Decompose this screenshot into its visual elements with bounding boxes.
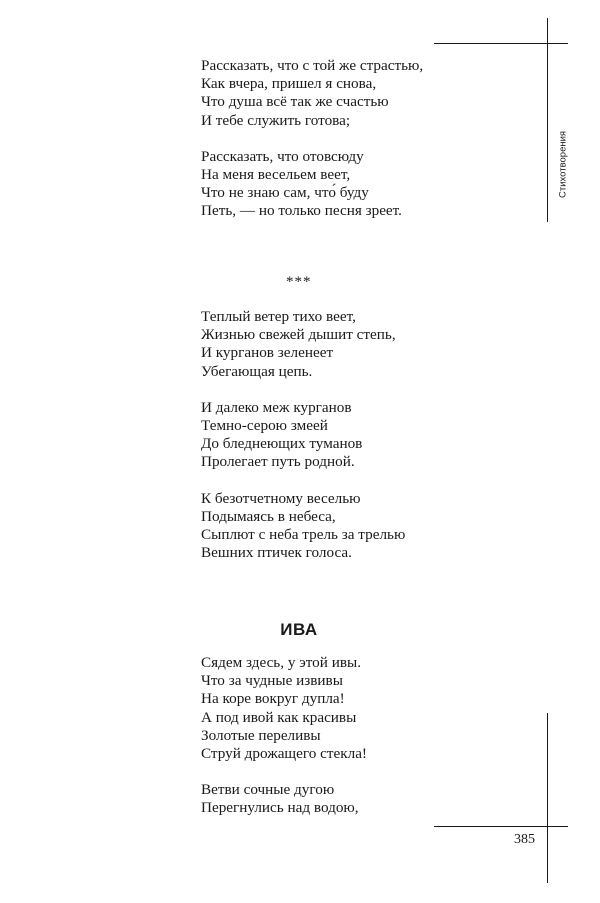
poem3-stanza-1 (201, 654, 367, 763)
verse-line: Убегающая цепь. (201, 362, 313, 380)
verse-line: Перегнулись над водою, (201, 799, 359, 817)
poem2-stanza-3 (201, 490, 405, 563)
verse-line: Что не знаю сам, что́ буду (201, 184, 369, 202)
verse-line: Ветви сочные дугою (201, 781, 335, 799)
poem3 (201, 654, 367, 818)
verse-line: Струй дрожащего стекла! (201, 745, 367, 763)
verse-line: До бледнеющих туманов (201, 435, 363, 453)
poem3-title (0, 620, 600, 640)
verse-line: Рассказать, что с той же страстью, (201, 57, 424, 74)
verse-line: На коре вокруг дупла! (201, 690, 345, 708)
verse-line: И далеко меж курганов (201, 398, 352, 416)
poem2-stanza-2 (201, 399, 405, 472)
poem2 (201, 308, 405, 562)
verse-line: Что за чудные извивы (201, 672, 343, 690)
verse-line: Что душа всё так же счастью (201, 93, 389, 111)
verse-line: Пролегает путь родной. (201, 453, 355, 471)
page-number: 385 (514, 832, 535, 847)
verse-line: Как вчера, пришел я снова, (201, 75, 377, 93)
poem2-stanza-1 (201, 308, 405, 381)
footer-horizontal-rule (434, 826, 568, 827)
verse-line: Рассказать, что отовсюду (201, 147, 364, 165)
verse-line: На меня весельем веет, (201, 166, 351, 184)
poem3-title-text: ИВА (280, 620, 318, 639)
footer-vertical-rule (547, 713, 548, 883)
verse-line: Подымаясь в небеса, (201, 507, 336, 525)
verse-line: Темно-серою змеей (201, 417, 328, 435)
verse-line: К безотчетному веселью (201, 489, 361, 507)
verse-line: А под ивой как красивы (201, 708, 357, 726)
poem1-stanza-2 (201, 148, 423, 221)
verse-line: Сыплют с неба трель за трелью (201, 526, 406, 544)
poem2-title-asterisks: *** (286, 274, 312, 290)
verse-line: Жизнью свежей дышит степь, (201, 326, 396, 344)
verse-line: Вешних птичек голоса. (201, 544, 352, 562)
verse-line: И тебе служить готова; (201, 111, 351, 129)
header-vertical-rule (547, 18, 548, 222)
running-head: Стихотворения (557, 130, 569, 198)
verse-line: И курганов зеленеет (201, 344, 334, 362)
poem3-stanza-2 (201, 781, 367, 817)
verse-line: Петь, — но только песня зреет. (201, 202, 402, 220)
verse-line: Золотые переливы (201, 726, 321, 744)
verse-line: Сядем здесь, у этой ивы. (201, 654, 361, 671)
verse-line: Теплый ветер тихо веет, (201, 308, 356, 325)
poem1 (201, 57, 423, 221)
poem1-stanza-1 (201, 57, 423, 130)
